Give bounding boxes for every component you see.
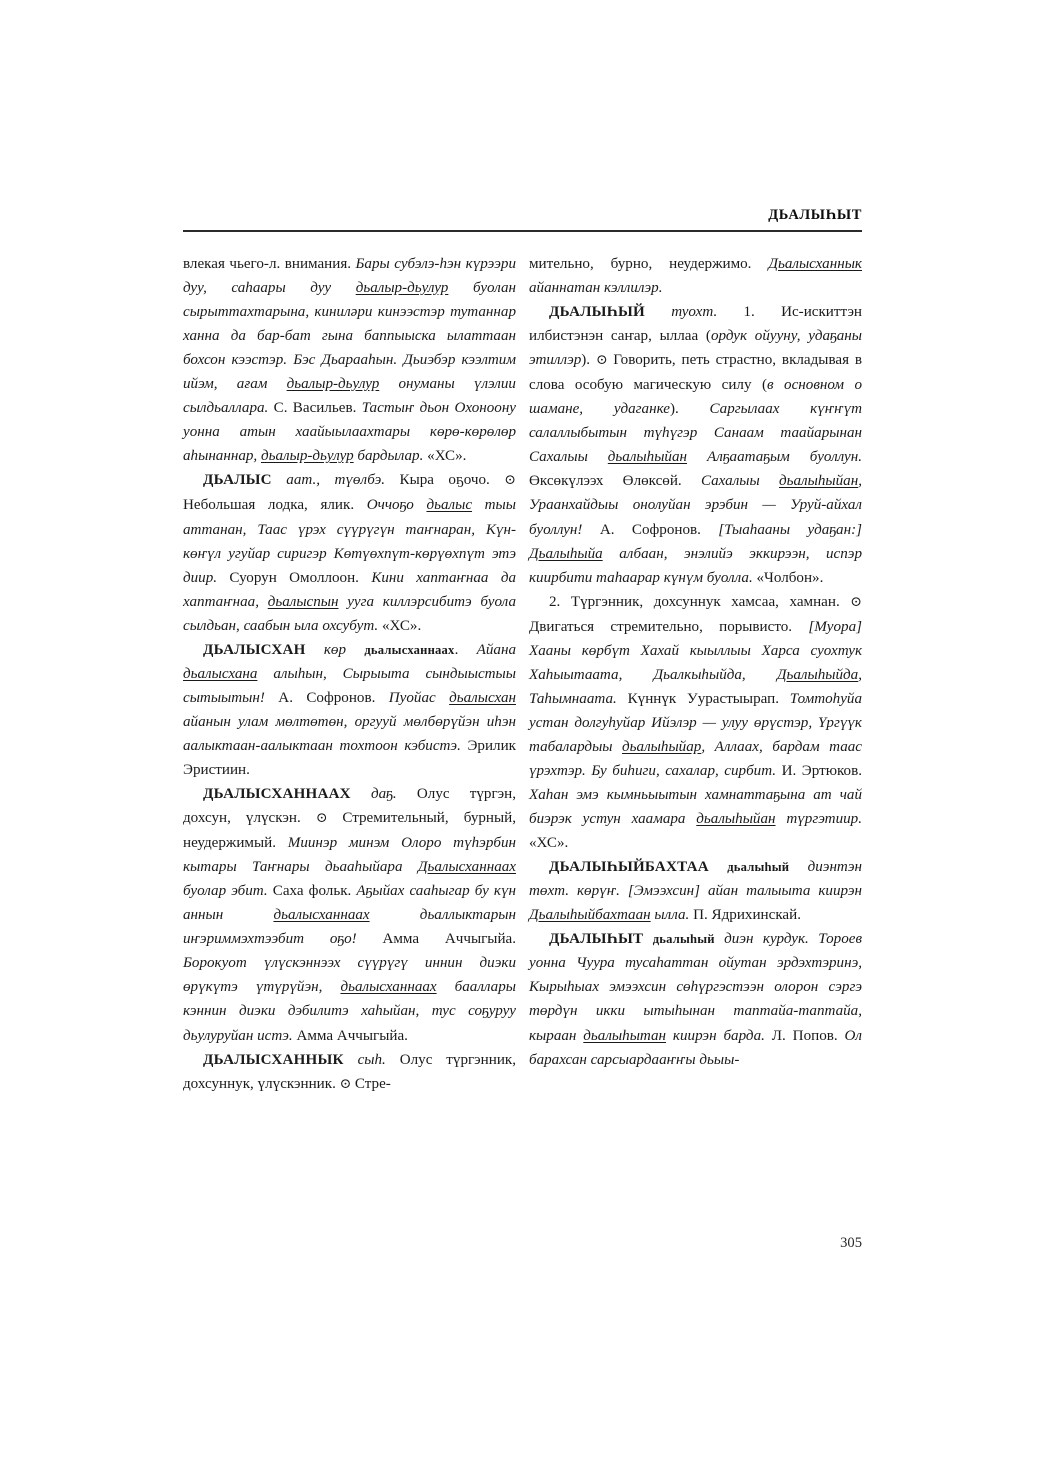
example-italic: [Тыаһааны удаҕан:] [718,521,862,538]
example-italic: , Таһымнаата. [529,666,862,707]
text-columns [183,252,862,1237]
gloss-roman: 1. Ис-искиттэн илбистэнэн саҥар, ыллаа ( [529,304,862,345]
example-italic: Пуойас [388,689,450,706]
gloss-roman: Небольшая лодка, ялик. [183,497,367,514]
example-italic: Хаһан эмэ кымньыытын хамнаттаҕына ат чай биэрэк устун хаамара [529,787,862,828]
example-italic: буолан сырыттахтарына, киниләри кинээстэр тутаннар ханна да бар-бат гына баппыыска ылаттаан бохсон кээстэр. Бэс Дьарааһын. Дьиэбэр кээлтим ийэм, ағам [183,280,517,393]
keyword-underlined: дьалыһыйан [696,811,776,828]
gloss-roman: Эрилик Эристиин. [183,737,516,778]
gloss-roman: Суорун Омоллоон. [229,569,372,586]
example-italic: бардылар. [353,448,428,465]
keyword-underlined: дьалыһыйан [607,449,688,466]
example-italic: Алҕаатаҕым буоллун. [687,449,862,466]
gloss-roman: ). [669,401,710,418]
gloss-roman: Амма Аччыгыйа. [296,1027,408,1044]
gloss-roman: П. Ядрихинскай. [693,907,801,924]
gloss-roman: И. Эртюков. [781,762,862,779]
example-italic: ууга киллэрсибитэ буола сылдьан, саабын ыла охсубут. [183,593,516,634]
headword: ДЬАЛЫСХАННЫК [203,1051,344,1068]
gloss-roman: ). [581,352,596,369]
example-italic: онуманы үлэлии сылдьаллара. [183,376,516,417]
example-italic: тыы аттанан, Таас үрэх сүүрүгүн таҥнаран, Күн-көҥүл угуйар сиригэр Көтүөхпүт-көрүөхпүт этэ диир. [183,497,516,586]
gloss-roman: А. Софронов. [599,521,719,538]
example-italic: [Эмээхсин] айан талыыта киирэн [627,883,863,900]
headword: ДЬАЛЫҺЫЙБАХТАА [549,859,709,876]
example-italic: Бары субэлэ-һэн күрээри дуу, саһаары дуу [183,256,516,297]
keyword-underlined: дьалыһыйар [622,738,702,755]
gloss-roman: А. Софронов. [278,689,389,706]
example-italic: Саргылаах күҥҥүт салаллыбытын түһүгэр Санаам таайарынан Сахалыы [529,401,863,466]
keyword-underlined: дьалыспын [267,593,339,610]
keyword-underlined: Дьалысханнаах [417,859,516,876]
headword: ДЬАЛЫҺЫЙ [549,304,645,321]
keyword-underlined: Дьалыһыйда [776,666,859,683]
example-italic: айанын улам мөлтөтөн, оргууй мөлбөрүйэн иһэн аалыктаан-аалыктаан тохтоон кэбистэ. [183,713,516,754]
gloss-roman: мительно, бурно, неудержимо. [529,256,769,272]
example-italic: Аҕыйах сааһыгар бу күн аннын [183,883,516,924]
gloss-roman [351,786,371,802]
gloss-roman [306,642,324,658]
headword: ДЬАЛЫҺЫТ [549,931,644,948]
example-italic: , Аллаах, бардам таас үрэхтэр. Бу биһиги, сахалар, сирбит. [529,738,862,779]
example-italic: ордук ойууну, удаҕаны этиллэр [529,328,863,369]
example-italic: Айана [476,641,517,658]
continued-entry-left [183,252,516,468]
gloss-roman: «ХС». [381,617,422,634]
example-italic: бааллары кэннин диэки дэбилитэ хаһыйан, тус соҕуруу дьулуруйан истэ. [183,979,516,1044]
example-italic: туохт. [671,304,744,321]
gloss-roman: «Чолбон». [756,569,824,586]
sense-bullet-icon: ⊙ [595,353,614,369]
gloss-roman: 2. Түргэнник, дохсуннук хамсаа, хамнан. [549,593,851,610]
keyword-underlined: дьалыһыйан [779,473,859,490]
example-italic: ылла. [650,907,694,924]
cross-reference-headword: дьалысханнаах [364,642,455,657]
gloss-roman [344,1052,358,1068]
example-italic: Томтоһуйа устан долгуһуйар Ийэлэр — улуу өрүстэр, Үргүүк табалардыы [529,690,863,755]
keyword-underlined: дьалысхана [183,665,258,682]
example-italic: даҕ. [371,786,417,803]
header-rule [183,230,862,232]
keyword-underlined: Дьалысханнык [768,256,862,272]
example-italic: Борокуот үлүскэннээх сүүрүгү иннин диэки өрүкүтэ үтүрүйэн, [183,955,516,996]
sense-bullet-icon: ⊙ [504,473,516,489]
gloss-roman: Олус түргэн, дохсун, үлүскэн. [183,786,516,827]
entry-dyalyhyibahtaa [529,855,862,927]
example-italic: , Ураанхайдыы онолуйан эрэбин — Уруй-айхал буоллун! [529,473,862,538]
sense-bullet-icon: ⊙ [850,594,862,610]
sense-bullet-icon: ⊙ [315,811,343,827]
keyword-underlined: дьалыһытан [583,1027,667,1044]
gloss-roman: Двигаться стремительно, порывисто. [529,618,809,635]
example-italic: Ол барахсан сарсыардааҥҥы дьыы- [529,1027,863,1068]
example-italic: Тастыҥ дьон Охоноону уонна атын хаайыылаахтары көрө-көрөлөр аһынаннар, [183,400,517,465]
gloss-roman: Кыра оҕочо. [399,472,505,489]
entry-dyalys [183,468,516,637]
entry-dyalyshan [183,638,516,782]
example-italic: албаан, энэлийэ эккирээн, испэр киирбити таһаарар күнүм буолла. [529,545,862,586]
example-italic: киирэн барда. [666,1027,772,1044]
example-italic: [Муора] Хааны көрбүт Хахай кыыллыы Харса суохтук Хаһыытаата, Дьалкыһыйда, [529,618,862,683]
continued-entry-right [529,252,862,300]
keyword-underlined: дьалыс [426,497,473,514]
right-column [529,252,862,1237]
gloss-roman [272,472,286,488]
example-italic: айаннатан кэллилэр. [529,280,663,297]
example-italic: Миинэр минэм Олоро түһэрбин кытары Таҥнары дьааһыйара [183,835,516,876]
headword: ДЬАЛЫС [203,472,272,489]
entry-dyalyhyi [529,300,862,590]
keyword-underlined: дьалыр-дьулур [260,448,354,465]
example-italic: диэнтэн төхт. көрүҥ. [529,859,862,900]
example-italic: Кини хаптаҥнаа да хаптаҥнаа, [183,569,516,610]
entry-dyalyhyt [529,927,862,1071]
page-number: 305 [840,1235,862,1251]
sense-bullet-icon: ⊙ [339,1076,355,1092]
cross-reference-headword: дьалыһый [727,860,790,875]
entry-dyalyshannaah [183,782,516,1048]
gloss-roman: Стремительный, бурный, неудержимый. [183,810,516,852]
keyword-underlined: дьалысханнаах [340,979,437,996]
entry-dyalyshannyk [183,1048,516,1097]
cross-reference-headword: дьалыһый [652,932,715,947]
example-italic: сыһ. [357,1051,400,1068]
keyword-underlined: дьалысхан [449,689,516,706]
gloss-roman: С. Васильев. [273,400,362,417]
gloss-roman [643,931,652,947]
gloss-roman: Күннүк Уурастыырап. [627,690,790,707]
example-italic: көр [323,641,365,658]
gloss-roman: Өксөкүлээх Өлөксөй. [529,473,701,490]
example-italic: алыһын, Сырыыта сындыыстыы сытыытын! [183,665,516,706]
gloss-roman: . [454,641,477,658]
keyword-underlined: Дьалыһыйа [529,545,603,562]
left-column [183,252,516,1237]
gloss-roman: Олус түргэнник, дохсуннук, үлүскэнник. [183,1051,517,1092]
gloss-roman: Л. Попов. [771,1027,845,1044]
gloss-roman: Стре- [354,1075,391,1092]
gloss-roman: Саха фольк. [272,883,357,900]
example-italic: аат., түөлбэ. [286,472,400,489]
headword: ДЬАЛЫСХАННААХ [203,786,351,803]
example-italic: в основном о шамане, удаганке [529,377,862,418]
entry-dyalyhyi-sense-2 [529,590,862,856]
gloss-roman: Говорить, петь страстно, вкладывая в слова особую магическую силу ( [529,352,863,394]
keyword-underlined: дьалыр-дьулур [286,376,380,393]
gloss-roman: влекая чьего-л. внимания. [183,256,356,272]
example-italic: Тороев уонна Чуура тусаһаттан ойутан эрдэхтэринэ, Кырыһыах эмээхсин сөһүргэстээн олорон сэргэ төрдүн икки ытыһынан таптайа-таптайа, кыраан [529,931,862,1044]
example-italic: Сахалыы [700,473,779,490]
running-head: ДЬАЛЫҺЫТ [768,207,862,223]
keyword-underlined: Дьалыһыйбахтаан [529,907,651,924]
keyword-underlined: дьалыр-дьулур [355,280,449,297]
headword: ДЬАЛЫСХАН [203,641,306,658]
example-italic: түргэтиир. [775,811,862,828]
keyword-underlined: дьалысханнаах [273,907,370,924]
example-italic: дьаллыктарын иҥэриммэхтээбит оҕо! [183,907,516,948]
gloss-roman [645,304,671,320]
example-italic: буолар эбит. [183,883,273,900]
example-italic: Оччоҕо [366,497,427,514]
gloss-roman: «ХС». [529,835,569,852]
gloss-roman [709,859,727,875]
gloss-roman: «ХС». [427,448,467,465]
gloss-roman: Амма Аччыгыйа. [382,931,516,948]
example-italic: диэн курдук. [714,931,819,948]
